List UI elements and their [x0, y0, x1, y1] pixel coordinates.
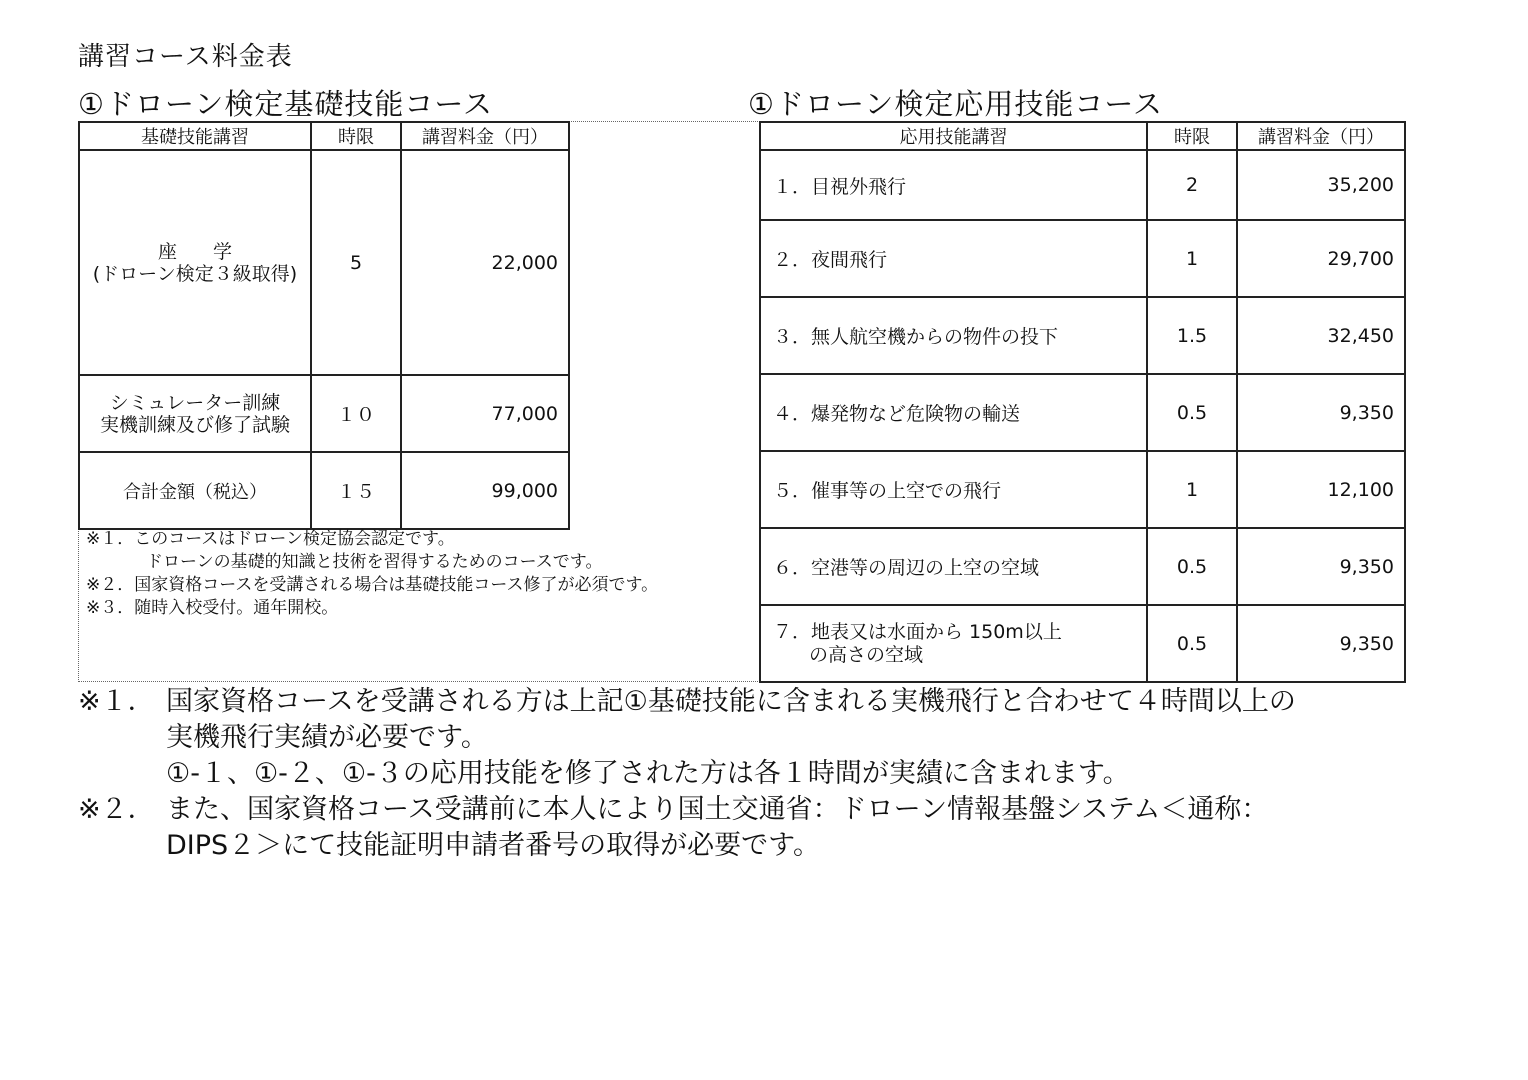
page-title: 講習コース料金表 [78, 42, 293, 72]
course-name-cell [79, 150, 311, 375]
fee-cell: 9,350 [1237, 605, 1405, 682]
table-row [760, 220, 1405, 297]
course-name-cell [760, 605, 1147, 682]
basic-course-title: ①ドローン検定基礎技能コース [78, 87, 493, 121]
fee-cell: 99,000 [401, 452, 569, 529]
fee-cell: 9,350 [1237, 374, 1405, 451]
footnote-text: また、国家資格コース受講前に本人により国土交通省：ドローン情報基盤システム＜通称： [166, 794, 1269, 825]
course-name-cell: ２．夜間飛行 [760, 220, 1147, 297]
footnote-mark: ※１． [78, 686, 155, 717]
hours-cell: １５ [311, 452, 401, 529]
course-name-line: の高さの空域 [809, 643, 924, 666]
note-line: ドローンの基礎的知識と技術を習得するためのコースです。 [146, 552, 603, 572]
hours-cell: 1.5 [1147, 297, 1237, 374]
fee-cell: 29,700 [1237, 220, 1405, 297]
footnote-line [78, 684, 1296, 720]
course-name-line: シミュレーター訓練 [109, 391, 281, 414]
footnote-line [78, 792, 1296, 828]
course-name-cell [79, 375, 311, 452]
course-name-cell: ４．爆発物など危険物の輸送 [760, 374, 1147, 451]
basic-course-table [78, 121, 570, 530]
course-name-line: 実機訓練及び修了試験 [99, 413, 290, 436]
fee-cell: 9,350 [1237, 528, 1405, 605]
column-header: 応用技能講習 [760, 122, 1147, 150]
footnote-text: 国家資格コースを受講される方は上記①基礎技能に含まれる実機飛行と合わせて４時間以上の [166, 686, 1296, 717]
hours-cell: 1 [1147, 451, 1237, 528]
fee-cell: 12,100 [1237, 451, 1405, 528]
column-header: 講習料金（円） [1237, 122, 1405, 150]
course-name-cell: １．目視外飛行 [760, 150, 1147, 220]
table-row [760, 605, 1405, 682]
footnotes [78, 684, 1296, 864]
table-row [79, 150, 569, 375]
basic-course-notes [86, 528, 658, 620]
column-header: 時限 [311, 122, 401, 150]
column-header: 時限 [1147, 122, 1237, 150]
table-row [760, 528, 1405, 605]
hours-cell: １０ [311, 375, 401, 452]
note-line: ※３．随時入校受付。通年開校。 [86, 598, 339, 618]
course-name-cell: ６．空港等の周辺の上空の空域 [760, 528, 1147, 605]
hours-cell: 2 [1147, 150, 1237, 220]
course-name-cell: ５．催事等の上空での飛行 [760, 451, 1147, 528]
hours-cell: 0.5 [1147, 528, 1237, 605]
table-row [760, 451, 1405, 528]
footnote-mark: ※２． [78, 794, 155, 825]
table-row [760, 150, 1405, 220]
hours-cell: 0.5 [1147, 605, 1237, 682]
column-header: 講習料金（円） [401, 122, 569, 150]
hours-cell: 1 [1147, 220, 1237, 297]
fee-cell: 22,000 [401, 150, 569, 375]
footnote-line: ①-１、①-２、①-３の応用技能を修了された方は各１時間が実績に含まれます。 [166, 758, 1130, 789]
note-line: ※１．このコースはドローン検定協会認定です。 [86, 529, 455, 549]
hours-cell: 5 [311, 150, 401, 375]
course-name-line: (ドローン検定３級取得) [92, 262, 298, 285]
total-label-cell: 合計金額（税込） [79, 452, 311, 529]
fee-cell: 32,450 [1237, 297, 1405, 374]
course-name-cell: ３．無人航空機からの物件の投下 [760, 297, 1147, 374]
table-header-row [79, 122, 569, 150]
applied-course-title: ①ドローン検定応用技能コース [748, 87, 1163, 121]
hours-cell: 0.5 [1147, 374, 1237, 451]
fee-cell: 35,200 [1237, 150, 1405, 220]
table-row [760, 297, 1405, 374]
footnote-line: DIPS２＞にて技能証明申請者番号の取得が必要です。 [166, 830, 821, 861]
course-name-line: ７．地表又は水面から 150m以上 [773, 620, 1062, 643]
table-row-total [79, 452, 569, 529]
applied-course-table [759, 121, 1406, 683]
table-row [760, 374, 1405, 451]
table-row [79, 375, 569, 452]
course-name-line: 座学 [157, 240, 268, 263]
note-line: ※２．国家資格コースを受講される場合は基礎技能コース修了が必須です。 [86, 575, 659, 595]
fee-cell: 77,000 [401, 375, 569, 452]
table-header-row [760, 122, 1405, 150]
column-header: 基礎技能講習 [79, 122, 311, 150]
footnote-line: 実機飛行実績が必要です。 [166, 722, 488, 753]
